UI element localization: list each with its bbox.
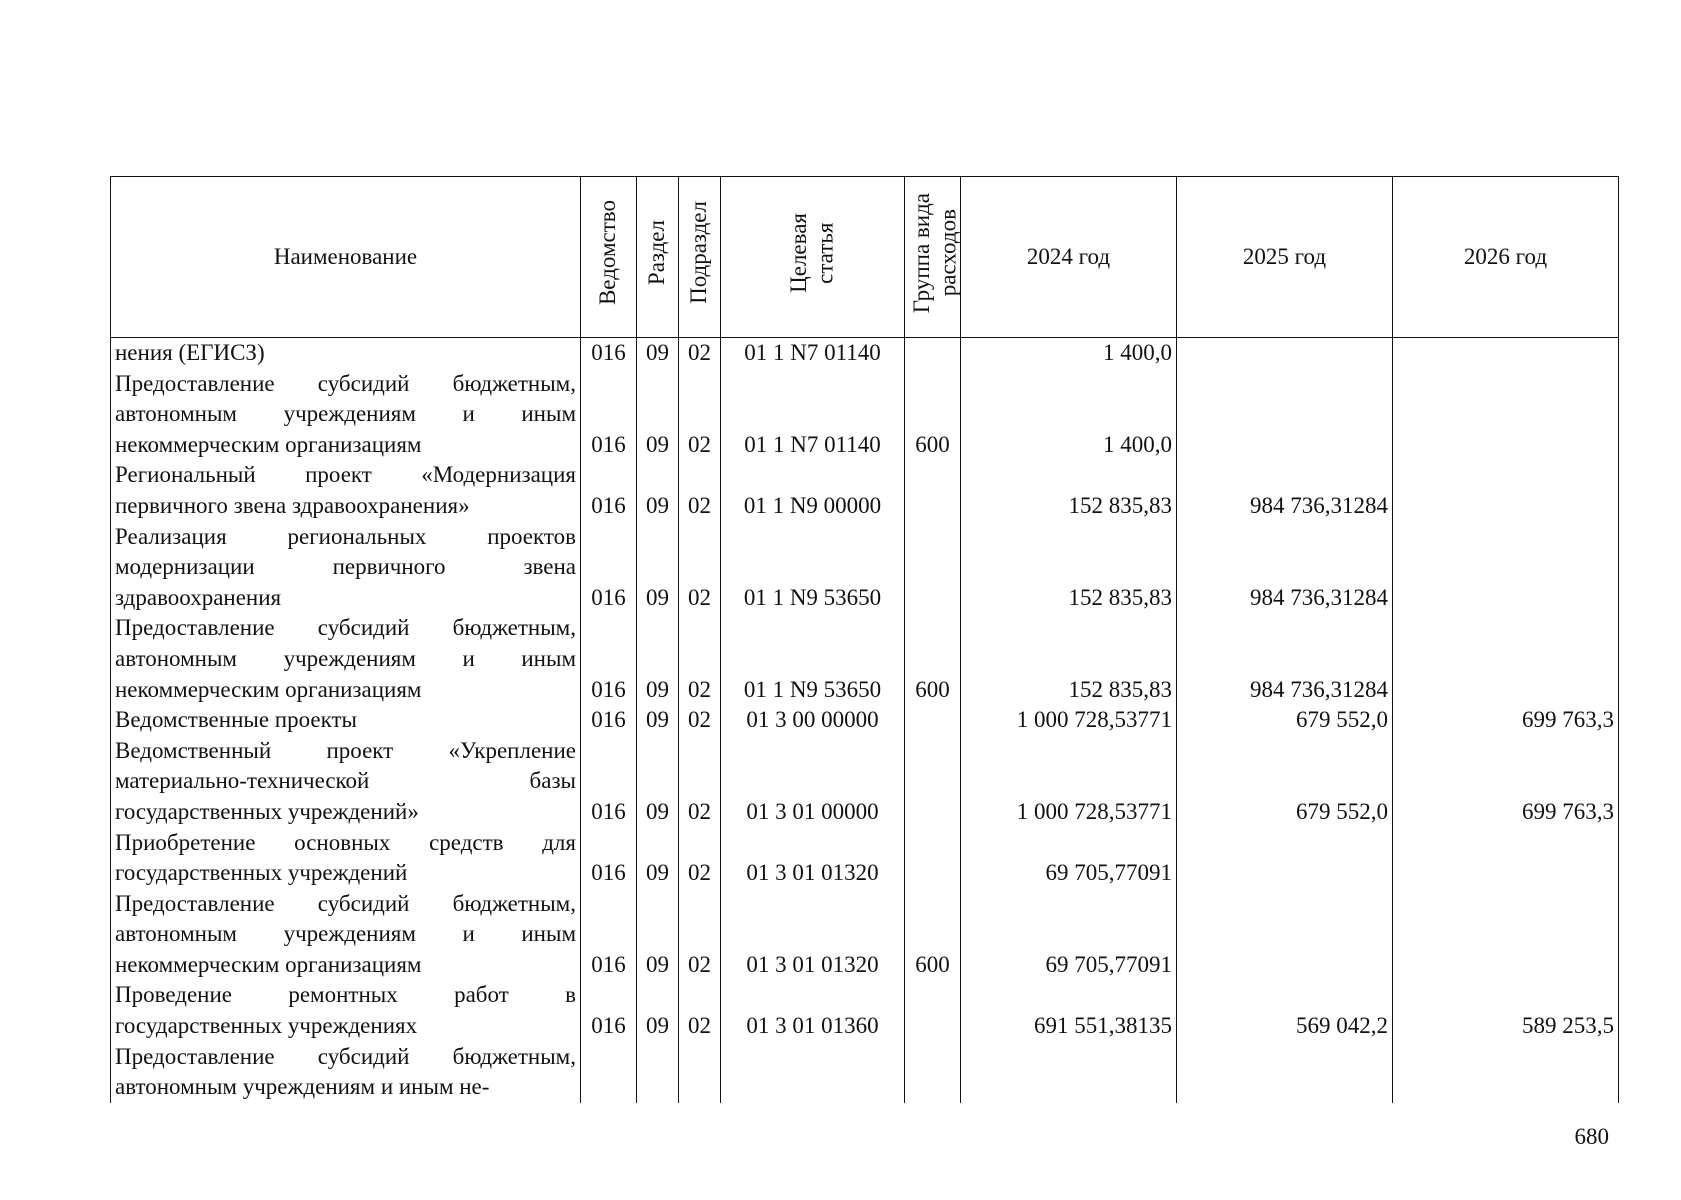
header-celevaya-statya: Целевая статья <box>721 177 905 338</box>
row-podrazdel <box>679 1042 721 1103</box>
row-name: Приобретение основных средств для государственных учреждений <box>111 828 581 889</box>
row-podrazdel: 02 <box>679 522 721 614</box>
row-name: Предоставление субсидий бюджетным, автономным учреждениям и иным некоммерческим организациям <box>111 889 581 981</box>
row-2025: 679 552,0 <box>1177 705 1393 736</box>
row-razdel: 09 <box>637 613 679 705</box>
row-razdel: 09 <box>637 889 679 981</box>
row-vedomstvo: 016 <box>581 889 637 981</box>
row-vid-rashodov <box>905 828 961 889</box>
row-2026 <box>1393 522 1619 614</box>
row-2024: 152 835,83 <box>961 613 1177 705</box>
row-vid-rashodov <box>905 522 961 614</box>
table-row <box>111 980 1619 1041</box>
header-row <box>111 177 1619 338</box>
row-razdel: 09 <box>637 980 679 1041</box>
row-vid-rashodov: 600 <box>905 613 961 705</box>
table-row <box>111 736 1619 828</box>
table-row <box>111 369 1619 461</box>
row-vedomstvo: 016 <box>581 460 637 521</box>
row-vid-rashodov <box>905 980 961 1041</box>
row-name: Региональный проект «Модернизация первичного звена здравоохранения» <box>111 460 581 521</box>
header-2025: 2025 год <box>1177 177 1393 338</box>
header-2024: 2024 год <box>961 177 1177 338</box>
table-row <box>111 613 1619 705</box>
row-2024: 1 000 728,53771 <box>961 705 1177 736</box>
row-celevaya-statya: 01 1 N7 01140 <box>721 338 905 369</box>
table-row <box>111 1042 1619 1103</box>
row-podrazdel: 02 <box>679 460 721 521</box>
row-2024: 69 705,77091 <box>961 828 1177 889</box>
row-2024: 69 705,77091 <box>961 889 1177 981</box>
row-2025 <box>1177 1042 1393 1103</box>
row-razdel: 09 <box>637 338 679 369</box>
row-name: нения (ЕГИСЗ) <box>111 338 581 369</box>
header-razdel: Раздел <box>637 177 679 338</box>
header-2026: 2026 год <box>1393 177 1619 338</box>
row-name: Ведомственные проекты <box>111 705 581 736</box>
table-row <box>111 889 1619 981</box>
row-vid-rashodov: 600 <box>905 369 961 461</box>
row-name: Предоставление субсидий бюджетным, автономным учреждениям и иным некоммерческим организациям <box>111 369 581 461</box>
row-2026 <box>1393 613 1619 705</box>
row-podrazdel: 02 <box>679 889 721 981</box>
budget-table <box>110 176 1619 1103</box>
row-podrazdel: 02 <box>679 369 721 461</box>
row-2026 <box>1393 828 1619 889</box>
row-2025: 984 736,31284 <box>1177 460 1393 521</box>
row-razdel: 09 <box>637 522 679 614</box>
row-2024: 691 551,38135 <box>961 980 1177 1041</box>
row-vedomstvo: 016 <box>581 980 637 1041</box>
row-celevaya-statya <box>721 1042 905 1103</box>
row-2025: 679 552,0 <box>1177 736 1393 828</box>
row-2024: 1 000 728,53771 <box>961 736 1177 828</box>
table-row <box>111 338 1619 369</box>
row-celevaya-statya: 01 1 N9 00000 <box>721 460 905 521</box>
table-row <box>111 828 1619 889</box>
row-name: Предоставление субсидий бюджетным, автономным учреждениям и иным некоммерческим организациям <box>111 613 581 705</box>
row-razdel: 09 <box>637 736 679 828</box>
row-podrazdel: 02 <box>679 980 721 1041</box>
page-number: 680 <box>1574 1124 1609 1149</box>
row-2026 <box>1393 369 1619 461</box>
header-gruppa-vida-rashodov: Группа вида расходов <box>905 177 961 338</box>
row-vid-rashodov <box>905 705 961 736</box>
row-celevaya-statya: 01 1 N9 53650 <box>721 522 905 614</box>
row-name: Реализация региональных проектов модернизации первичного звена здравоохранения <box>111 522 581 614</box>
row-podrazdel: 02 <box>679 736 721 828</box>
row-celevaya-statya: 01 1 N9 53650 <box>721 613 905 705</box>
row-vedomstvo <box>581 1042 637 1103</box>
row-razdel: 09 <box>637 460 679 521</box>
table-row <box>111 705 1619 736</box>
row-2026 <box>1393 338 1619 369</box>
row-vedomstvo: 016 <box>581 613 637 705</box>
row-vedomstvo: 016 <box>581 338 637 369</box>
row-2026 <box>1393 889 1619 981</box>
row-2024: 1 400,0 <box>961 369 1177 461</box>
row-name: Проведение ремонтных работ в государственных учреждениях <box>111 980 581 1041</box>
row-2026: 699 763,3 <box>1393 705 1619 736</box>
header-vedomstvo: Ведомство <box>581 177 637 338</box>
row-podrazdel: 02 <box>679 828 721 889</box>
row-razdel <box>637 1042 679 1103</box>
row-podrazdel: 02 <box>679 338 721 369</box>
header-name: Наименование <box>111 177 581 338</box>
row-celevaya-statya: 01 3 01 01360 <box>721 980 905 1041</box>
row-vid-rashodov: 600 <box>905 889 961 981</box>
row-vid-rashodov <box>905 338 961 369</box>
row-2025: 569 042,2 <box>1177 980 1393 1041</box>
row-2025: 984 736,31284 <box>1177 522 1393 614</box>
row-razdel: 09 <box>637 705 679 736</box>
row-celevaya-statya: 01 1 N7 01140 <box>721 369 905 461</box>
row-name: Ведомственный проект «Укрепление материально-технической базы государственных учреждений» <box>111 736 581 828</box>
table-row <box>111 460 1619 521</box>
row-celevaya-statya: 01 3 01 01320 <box>721 889 905 981</box>
row-2025: 984 736,31284 <box>1177 613 1393 705</box>
row-celevaya-statya: 01 3 00 00000 <box>721 705 905 736</box>
row-2025 <box>1177 889 1393 981</box>
row-vid-rashodov <box>905 1042 961 1103</box>
row-vedomstvo: 016 <box>581 369 637 461</box>
row-2024: 152 835,83 <box>961 522 1177 614</box>
row-celevaya-statya: 01 3 01 00000 <box>721 736 905 828</box>
row-2025 <box>1177 828 1393 889</box>
row-2025 <box>1177 338 1393 369</box>
table-row <box>111 522 1619 614</box>
row-2025 <box>1177 369 1393 461</box>
row-vedomstvo: 016 <box>581 522 637 614</box>
row-2024: 152 835,83 <box>961 460 1177 521</box>
row-podrazdel: 02 <box>679 705 721 736</box>
row-2026 <box>1393 460 1619 521</box>
row-2024 <box>961 1042 1177 1103</box>
row-vid-rashodov <box>905 736 961 828</box>
row-razdel: 09 <box>637 369 679 461</box>
row-vid-rashodov <box>905 460 961 521</box>
row-podrazdel: 02 <box>679 613 721 705</box>
row-name: Предоставление субсидий бюджетным, автономным учреждениям и иным не- <box>111 1042 581 1103</box>
row-2026: 699 763,3 <box>1393 736 1619 828</box>
row-vedomstvo: 016 <box>581 828 637 889</box>
row-2024: 1 400,0 <box>961 338 1177 369</box>
row-vedomstvo: 016 <box>581 705 637 736</box>
row-2026: 589 253,5 <box>1393 980 1619 1041</box>
header-podrazdel: Подраздел <box>679 177 721 338</box>
row-celevaya-statya: 01 3 01 01320 <box>721 828 905 889</box>
row-razdel: 09 <box>637 828 679 889</box>
row-vedomstvo: 016 <box>581 736 637 828</box>
row-2026 <box>1393 1042 1619 1103</box>
